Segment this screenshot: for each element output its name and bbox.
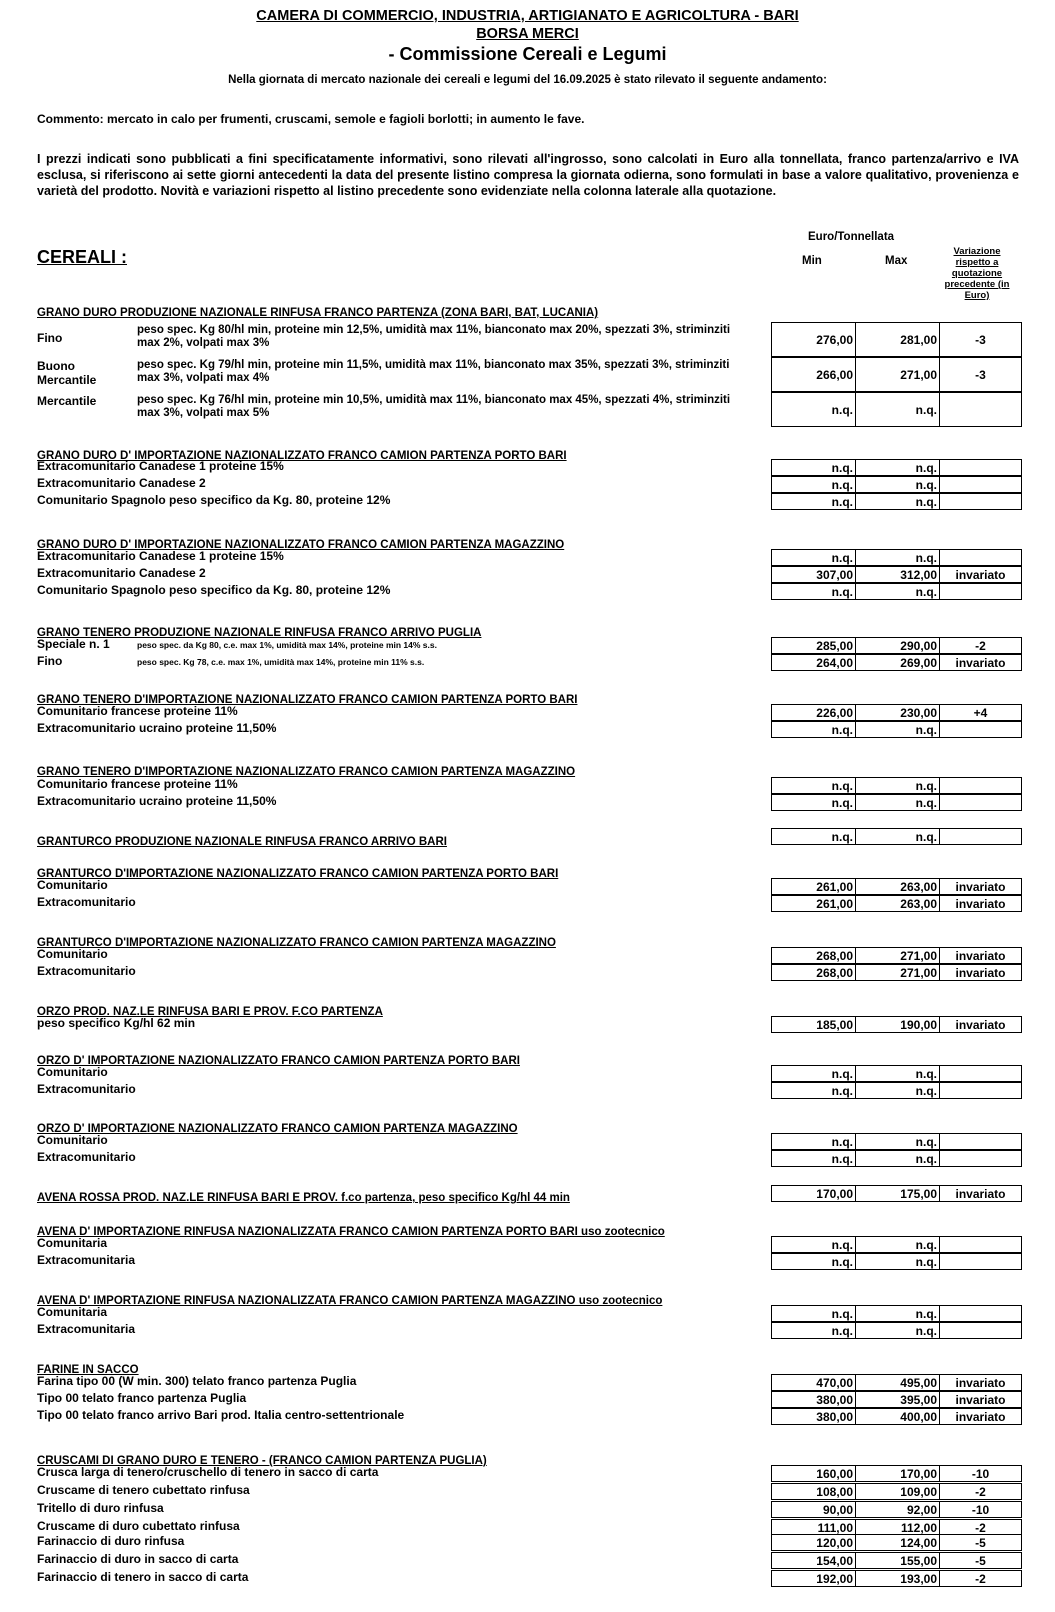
price-min: 170,00 bbox=[772, 1186, 856, 1201]
price-variation bbox=[940, 722, 1021, 737]
grade-spec: peso spec. Kg 78, c.e. max 1%, umidità max 14%, proteine min 11% s.s. bbox=[137, 657, 425, 667]
price-max: n.q. bbox=[856, 1066, 940, 1081]
price-box bbox=[771, 1236, 1022, 1253]
price-min: n.q. bbox=[772, 584, 856, 599]
section-title: ORZO PROD. NAZ.LE RINFUSA BARI E PROV. F.CO PARTENZA bbox=[37, 1006, 383, 1018]
price-box bbox=[771, 721, 1022, 738]
min-header: Min bbox=[802, 255, 822, 267]
section-title: GRANTURCO PRODUZIONE NAZIONALE RINFUSA FRANCO ARRIVO BARI bbox=[37, 836, 447, 848]
section-title: ORZO D' IMPORTAZIONE NAZIONALIZZATO FRANCO CAMION PARTENZA PORTO BARI bbox=[37, 1055, 520, 1067]
price-max: n.q. bbox=[856, 393, 940, 426]
price-variation bbox=[940, 494, 1021, 509]
price-box bbox=[771, 1253, 1022, 1270]
unit-header: Euro/Tonnellata bbox=[808, 231, 895, 243]
grade-label: Speciale n. 1 bbox=[37, 637, 110, 651]
product-label: Comunitario bbox=[37, 1133, 108, 1147]
price-box bbox=[771, 1185, 1022, 1202]
price-box bbox=[771, 654, 1022, 671]
price-variation: invariato bbox=[955, 1409, 1006, 1424]
price-min: n.q. bbox=[772, 1151, 856, 1166]
price-box bbox=[771, 964, 1022, 981]
price-min: 380,00 bbox=[772, 1392, 856, 1407]
product-label: Comunitario bbox=[37, 947, 108, 961]
price-max: 230,00 bbox=[856, 705, 940, 720]
product-label: Comunitaria bbox=[37, 1236, 108, 1250]
price-box bbox=[771, 1570, 1022, 1587]
max-header: Max bbox=[885, 255, 908, 267]
price-min: n.q. bbox=[772, 1134, 856, 1149]
price-variation bbox=[940, 778, 1021, 793]
price-min: n.q. bbox=[772, 778, 856, 793]
price-min: 268,00 bbox=[772, 965, 856, 980]
price-box bbox=[771, 1016, 1022, 1033]
price-variation: -2 bbox=[975, 1571, 986, 1586]
price-min: n.q. bbox=[772, 1254, 856, 1269]
price-box bbox=[771, 878, 1022, 895]
price-box bbox=[771, 704, 1022, 721]
section-title: FARINE IN SACCO bbox=[37, 1364, 139, 1376]
price-min: 160,00 bbox=[772, 1466, 856, 1481]
grade-label: Mercantile bbox=[37, 394, 97, 408]
market-comment: Commento: mercato in calo per frumenti, cruscami, semole e fagioli borlotti; in aumento le fave. bbox=[37, 112, 585, 126]
price-variation: -5 bbox=[975, 1553, 986, 1568]
variation-header: Variazione rispetto a quotazione precedente (in Euro) bbox=[944, 246, 1010, 301]
price-min: 192,00 bbox=[772, 1571, 856, 1586]
price-max: 269,00 bbox=[856, 655, 940, 670]
price-variation bbox=[940, 1237, 1021, 1252]
section-title: GRANO TENERO D'IMPORTAZIONE NAZIONALIZZATO FRANCO CAMION PARTENZA MAGAZZINO bbox=[37, 766, 576, 778]
price-min: n.q. bbox=[772, 1323, 856, 1338]
price-min: 470,00 bbox=[772, 1375, 856, 1390]
price-max: 395,00 bbox=[856, 1392, 940, 1407]
price-variation: invariato bbox=[955, 1375, 1006, 1390]
price-box bbox=[771, 1465, 1022, 1482]
price-variation: invariato bbox=[955, 567, 1006, 582]
price-variation bbox=[940, 795, 1021, 810]
cereali-heading: CEREALI : bbox=[37, 247, 127, 267]
grade-spec: peso spec. da Kg 80, c.e. max 1%, umidità max 14%, proteine min 14% s.s. bbox=[137, 640, 437, 650]
price-max: n.q. bbox=[856, 722, 940, 737]
price-max: n.q. bbox=[856, 1151, 940, 1166]
price-max: 170,00 bbox=[856, 1466, 940, 1481]
price-variation bbox=[940, 1083, 1021, 1098]
price-box bbox=[771, 1374, 1022, 1391]
price-min: 261,00 bbox=[772, 896, 856, 911]
price-variation bbox=[940, 1066, 1021, 1081]
product-label: Extracomunitario bbox=[37, 895, 136, 909]
price-box bbox=[771, 1391, 1022, 1408]
price-min: 154,00 bbox=[772, 1553, 856, 1568]
price-variation bbox=[940, 1151, 1021, 1166]
price-box bbox=[771, 1322, 1022, 1339]
section-title: GRANO TENERO PRODUZIONE NAZIONALE RINFUSA FRANCO ARRIVO PUGLIA bbox=[37, 627, 482, 639]
price-box bbox=[771, 493, 1022, 510]
price-max: 92,00 bbox=[856, 1502, 940, 1517]
price-min: 266,00 bbox=[772, 358, 856, 391]
price-min: 380,00 bbox=[772, 1409, 856, 1424]
price-variation bbox=[940, 550, 1021, 565]
price-max: 193,00 bbox=[856, 1571, 940, 1586]
price-min: n.q. bbox=[772, 494, 856, 509]
product-label: Comunitario francese proteine 11% bbox=[37, 777, 238, 791]
price-max: 263,00 bbox=[856, 879, 940, 894]
price-max: n.q. bbox=[856, 1306, 940, 1321]
price-max: n.q. bbox=[856, 1237, 940, 1252]
price-max: 112,00 bbox=[856, 1520, 940, 1535]
market-intro: Nella giornata di mercato nazionale dei cereali e legumi del 16.09.2025 è stato rilevato il seguente andamento: bbox=[228, 74, 827, 86]
price-min: n.q. bbox=[772, 829, 856, 844]
price-variation: -10 bbox=[971, 1502, 990, 1517]
section-title: ORZO D' IMPORTAZIONE NAZIONALIZZATO FRANCO CAMION PARTENZA MAGAZZINO bbox=[37, 1123, 518, 1135]
price-box bbox=[771, 566, 1022, 583]
price-box bbox=[771, 947, 1022, 964]
price-max: 155,00 bbox=[856, 1553, 940, 1568]
grade-label: Fino bbox=[37, 654, 63, 668]
price-box bbox=[771, 895, 1022, 912]
price-max: n.q. bbox=[856, 829, 940, 844]
price-max: n.q. bbox=[856, 1254, 940, 1269]
price-min: 261,00 bbox=[772, 879, 856, 894]
price-variation: -3 bbox=[975, 367, 986, 382]
product-label: Crusca larga di tenero/cruschello di tenero in sacco di carta bbox=[37, 1465, 379, 1479]
price-box bbox=[771, 1501, 1022, 1518]
price-min: n.q. bbox=[772, 477, 856, 492]
price-variation bbox=[940, 477, 1021, 492]
price-box bbox=[771, 1408, 1022, 1425]
grade-label: Buono Mercantile bbox=[37, 359, 97, 387]
product-label: Extracomunitario bbox=[37, 1150, 136, 1164]
product-label: Tipo 00 telato franco arrivo Bari prod. Italia centro-settentrionale bbox=[37, 1408, 405, 1422]
price-box bbox=[771, 1133, 1022, 1150]
section-title: GRANTURCO D'IMPORTAZIONE NAZIONALIZZATO FRANCO CAMION PARTENZA MAGAZZINO bbox=[37, 937, 556, 949]
price-min: n.q. bbox=[772, 550, 856, 565]
price-max: n.q. bbox=[856, 460, 940, 475]
price-variation: -2 bbox=[975, 638, 986, 653]
product-label: peso specifico Kg/hl 62 min bbox=[37, 1016, 196, 1030]
commission-title: - Commissione Cereali e Legumi bbox=[388, 44, 667, 64]
product-label: Extracomunitario ucraino proteine 11,50% bbox=[37, 721, 277, 735]
price-variation: invariato bbox=[955, 1186, 1006, 1201]
section-title: GRANO DURO D' IMPORTAZIONE NAZIONALIZZATO FRANCO CAMION PARTENZA PORTO BARI bbox=[37, 450, 567, 462]
price-max: n.q. bbox=[856, 1323, 940, 1338]
price-box bbox=[771, 1305, 1022, 1322]
price-box bbox=[771, 1065, 1022, 1082]
product-label: Tritello di duro rinfusa bbox=[37, 1501, 164, 1515]
price-variation: invariato bbox=[955, 896, 1006, 911]
price-variation bbox=[940, 1134, 1021, 1149]
price-box bbox=[771, 392, 1022, 427]
price-box bbox=[771, 583, 1022, 600]
price-variation: invariato bbox=[955, 1392, 1006, 1407]
price-min: 108,00 bbox=[772, 1484, 856, 1499]
price-variation: invariato bbox=[955, 965, 1006, 980]
price-box bbox=[771, 637, 1022, 654]
price-max: n.q. bbox=[856, 1134, 940, 1149]
price-variation: -10 bbox=[971, 1466, 990, 1481]
price-variation bbox=[940, 1254, 1021, 1269]
product-label: Tipo 00 telato franco partenza Puglia bbox=[37, 1391, 247, 1405]
section-title: CRUSCAMI DI GRANO DURO E TENERO - (FRANCO CAMION PARTENZA PUGLIA) bbox=[37, 1455, 487, 1467]
price-box bbox=[771, 1534, 1022, 1551]
price-variation: -5 bbox=[975, 1535, 986, 1550]
product-label: Farinaccio di duro rinfusa bbox=[37, 1534, 185, 1548]
product-label: Comunitario Spagnolo peso specifico da Kg. 80, proteine 12% bbox=[37, 583, 391, 597]
price-max: 271,00 bbox=[856, 965, 940, 980]
section-title: GRANO TENERO D'IMPORTAZIONE NAZIONALIZZATO FRANCO CAMION PARTENZA PORTO BARI bbox=[37, 694, 578, 706]
section-title: GRANO DURO PRODUZIONE NAZIONALE RINFUSA FRANCO PARTENZA (ZONA BARI, BAT, LUCANIA) bbox=[37, 307, 599, 319]
section-title: GRANO DURO D' IMPORTAZIONE NAZIONALIZZATO FRANCO CAMION PARTENZA MAGAZZINO bbox=[37, 539, 565, 551]
price-variation: invariato bbox=[955, 1017, 1006, 1032]
price-max: n.q. bbox=[856, 477, 940, 492]
product-label: Extracomunitario bbox=[37, 1082, 136, 1096]
price-max: 263,00 bbox=[856, 896, 940, 911]
product-label: Extracomunitario ucraino proteine 11,50% bbox=[37, 794, 277, 808]
grade-spec: peso spec. Kg 80/hl min, proteine min 12,5%, umidità max 11%, bianconato max 20%, spezzati 3%, striminziti max 2%, volpati max 3% bbox=[137, 324, 731, 349]
price-max: 109,00 bbox=[856, 1484, 940, 1499]
price-box bbox=[771, 476, 1022, 493]
price-max: n.q. bbox=[856, 494, 940, 509]
price-min: n.q. bbox=[772, 393, 856, 426]
price-box bbox=[771, 322, 1022, 357]
product-label: Farinaccio di duro in sacco di carta bbox=[37, 1552, 239, 1566]
price-variation: invariato bbox=[955, 948, 1006, 963]
price-box bbox=[771, 777, 1022, 794]
price-max: n.q. bbox=[856, 778, 940, 793]
product-label: Extracomunitario Canadese 1 proteine 15% bbox=[37, 459, 284, 473]
price-min: n.q. bbox=[772, 460, 856, 475]
price-min: n.q. bbox=[772, 795, 856, 810]
price-box bbox=[771, 794, 1022, 811]
borsa-merci-title: BORSA MERCI bbox=[476, 26, 579, 42]
price-max: 281,00 bbox=[856, 323, 940, 356]
price-max: 271,00 bbox=[856, 948, 940, 963]
product-label: Comunitario Spagnolo peso specifico da Kg. 80, proteine 12% bbox=[37, 493, 391, 507]
price-min: n.q. bbox=[772, 722, 856, 737]
price-variation: -3 bbox=[975, 332, 986, 347]
product-label: Extracomunitario Canadese 1 proteine 15% bbox=[37, 549, 284, 563]
product-label: Comunitario francese proteine 11% bbox=[37, 704, 238, 718]
price-max: 400,00 bbox=[856, 1409, 940, 1424]
price-min: n.q. bbox=[772, 1237, 856, 1252]
price-min: 185,00 bbox=[772, 1017, 856, 1032]
price-box bbox=[771, 549, 1022, 566]
product-label: Comunitaria bbox=[37, 1305, 108, 1319]
price-variation: invariato bbox=[955, 879, 1006, 894]
price-min: 307,00 bbox=[772, 567, 856, 582]
product-label: Comunitario bbox=[37, 878, 108, 892]
price-box bbox=[771, 357, 1022, 392]
price-min: 226,00 bbox=[772, 705, 856, 720]
price-min: n.q. bbox=[772, 1066, 856, 1081]
price-variation: -2 bbox=[975, 1520, 986, 1535]
price-min: 120,00 bbox=[772, 1535, 856, 1550]
section-title: GRANTURCO D'IMPORTAZIONE NAZIONALIZZATO FRANCO CAMION PARTENZA PORTO BARI bbox=[37, 868, 559, 880]
price-max: 124,00 bbox=[856, 1535, 940, 1550]
price-max: 190,00 bbox=[856, 1017, 940, 1032]
product-label: Comunitario bbox=[37, 1065, 108, 1079]
product-label: Cruscame di duro cubettato rinfusa bbox=[37, 1519, 240, 1533]
price-variation: +4 bbox=[973, 705, 988, 720]
price-max: 312,00 bbox=[856, 567, 940, 582]
price-box bbox=[771, 1483, 1022, 1500]
disclaimer-paragraph: I prezzi indicati sono pubblicati a fini specificatamente informativi, sono rilevati all'ingrosso, sono calcolati in Euro alla tonnellata, franco partenza/arrivo e IVA esclusa, si riferiscono ai sette giorni antecedenti la data del presente listino compresa la giornata odierna, sono formulati in base a valore qualitativo, provenienza e varietà del prodotto. Novità e variazioni rispetto al listino precedente sono evidenziate nella colonna laterale alla quotazione. bbox=[37, 152, 1019, 198]
price-variation bbox=[940, 584, 1021, 599]
grade-spec: peso spec. Kg 76/hl min, proteine min 10,5%, umidità max 11%, bianconato max 45%, spezzati 4%, striminziti max 3%, volpati max 5% bbox=[137, 394, 731, 419]
price-box bbox=[771, 1552, 1022, 1569]
price-min: n.q. bbox=[772, 1306, 856, 1321]
product-label: Extracomunitario bbox=[37, 964, 136, 978]
price-variation bbox=[940, 829, 1021, 844]
price-variation bbox=[940, 1306, 1021, 1321]
price-min: 90,00 bbox=[772, 1502, 856, 1517]
price-max: 271,00 bbox=[856, 358, 940, 391]
price-min: 111,00 bbox=[772, 1520, 856, 1535]
price-max: n.q. bbox=[856, 550, 940, 565]
price-variation bbox=[940, 460, 1021, 475]
price-box bbox=[771, 1150, 1022, 1167]
price-max: n.q. bbox=[856, 795, 940, 810]
price-box bbox=[771, 1082, 1022, 1099]
product-label: Farina tipo 00 (W min. 300) telato franco partenza Puglia bbox=[37, 1374, 357, 1388]
price-box bbox=[771, 828, 1022, 845]
price-max: n.q. bbox=[856, 1083, 940, 1098]
price-min: 264,00 bbox=[772, 655, 856, 670]
price-variation bbox=[940, 1323, 1021, 1338]
price-max: 175,00 bbox=[856, 1186, 940, 1201]
price-min: n.q. bbox=[772, 1083, 856, 1098]
price-min: 285,00 bbox=[772, 638, 856, 653]
section-title: AVENA D' IMPORTAZIONE RINFUSA NAZIONALIZZATA FRANCO CAMION PARTENZA MAGAZZINO uso zootecnico bbox=[37, 1295, 663, 1307]
price-variation bbox=[940, 393, 1021, 426]
product-label: Extracomunitario Canadese 2 bbox=[37, 566, 206, 580]
product-label: Farinaccio di tenero in sacco di carta bbox=[37, 1570, 249, 1584]
section-title: AVENA ROSSA PROD. NAZ.LE RINFUSA BARI E PROV. f.co partenza, peso specifico Kg/hl 44 min bbox=[37, 1192, 570, 1204]
product-label: Extracomunitaria bbox=[37, 1322, 136, 1336]
price-box bbox=[771, 459, 1022, 476]
grade-spec: peso spec. Kg 79/hl min, proteine min 11,5%, umidità max 11%, bianconato max 35%, spezzati 3%, striminziti max 3%, volpati max 4% bbox=[137, 359, 730, 384]
product-label: Cruscame di tenero cubettato rinfusa bbox=[37, 1483, 250, 1497]
price-min: 276,00 bbox=[772, 323, 856, 356]
price-min: 268,00 bbox=[772, 948, 856, 963]
price-max: n.q. bbox=[856, 584, 940, 599]
section-title: AVENA D' IMPORTAZIONE RINFUSA NAZIONALIZZATA FRANCO CAMION PARTENZA PORTO BARI uso zootecnico bbox=[37, 1226, 665, 1238]
price-max: 290,00 bbox=[856, 638, 940, 653]
product-label: Extracomunitaria bbox=[37, 1253, 136, 1267]
product-label: Extracomunitario Canadese 2 bbox=[37, 476, 206, 490]
grade-label: Fino bbox=[37, 331, 63, 345]
price-max: 495,00 bbox=[856, 1375, 940, 1390]
price-variation: -2 bbox=[975, 1484, 986, 1499]
chamber-title: CAMERA DI COMMERCIO, INDUSTRIA, ARTIGIANATO E AGRICOLTURA - BARI bbox=[256, 8, 799, 24]
price-variation: invariato bbox=[955, 655, 1006, 670]
